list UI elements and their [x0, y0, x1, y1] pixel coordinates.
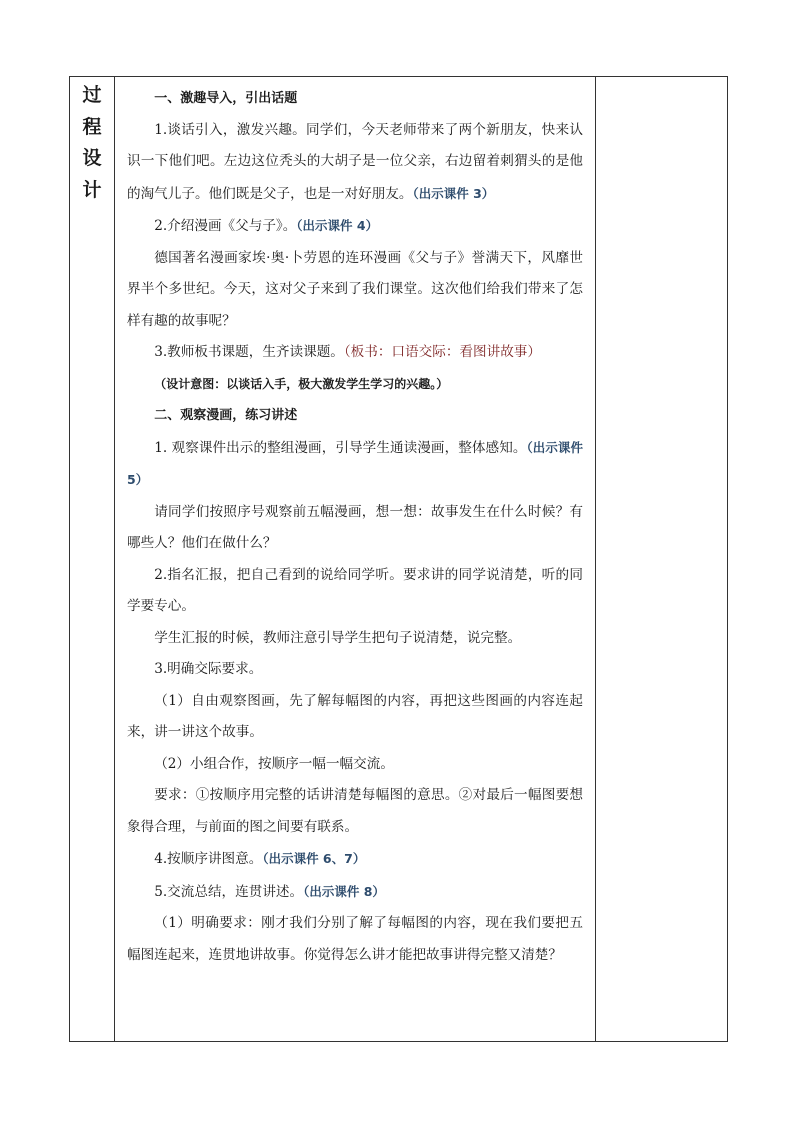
- paragraph: 1.谈话引入，激发兴趣。同学们，今天老师带来了两个新朋友，快来认识一下他们吧。左边这位秃头的大胡子是一位父亲，右边留着刺猬头的是他的淘气儿子。他们既是父子，也是一对好朋友。（出示课件 3）: [127, 121, 583, 202]
- lesson-plan-table: [69, 76, 728, 1042]
- paragraph: 3.教师板书课题，生齐读课题。（板书：口语交际：看图讲故事）: [154, 344, 541, 360]
- paragraph: （1）自由观察图画，先了解每幅图的内容，再把这些图画的内容连起来，讲一讲这个故事。: [127, 692, 583, 740]
- courseware-note: （出示课件 6、7）: [262, 851, 366, 866]
- label-char: 计: [82, 178, 102, 201]
- label-char: 设: [82, 147, 102, 169]
- section-heading-1: 一、激趣导入，引出话题: [154, 91, 298, 106]
- paragraph: 2.指名汇报，把自己看到的说给同学听。要求讲的同学说清楚，听的同学要专心。: [127, 566, 583, 614]
- design-intent: （设计意图：以谈话入手，极大激发学生学习的兴趣。）: [154, 376, 449, 391]
- paragraph: 1. 观察课件出示的整组漫画，引导学生通读漫画，整体感知。（出示课件 5）: [127, 439, 583, 487]
- blackboard-note: （板书：口语交际：看图讲故事）: [343, 344, 541, 360]
- paragraph: （2）小组合作，按顺序一幅一幅交流。: [154, 755, 394, 772]
- paragraph: 4.按顺序讲图意。（出示课件 6、7）: [154, 851, 366, 867]
- paragraph: 3.明确交际要求。: [154, 661, 263, 677]
- paragraph: 请同学们按照序号观察前五幅漫画，想一想：故事发生在什么时候？有哪些人？他们在做什么？: [127, 503, 583, 551]
- process-content-cell: [115, 77, 596, 1042]
- paragraph: 德国著名漫画家埃·奥·卜劳恩的连环漫画《父与子》誉满天下，风靡世界半个多世纪。今天，这对父子来到了我们课堂。这次他们给我们带来了怎样有趣的故事呢？: [127, 249, 583, 329]
- paragraph: 要求：①按顺序用完整的话讲清楚每幅图的意思。②对最后一幅图要想象得合理，与前面的图之间要有联系。: [127, 787, 583, 835]
- courseware-note: （出示课件 3）: [412, 185, 495, 201]
- paragraph: 5.交流总结，连贯讲述。（出示课件 8）: [154, 883, 385, 900]
- notes-cell: [596, 77, 728, 1042]
- label-char: 程: [82, 115, 102, 138]
- process-design-label: [70, 77, 115, 1042]
- courseware-note: （出示课件 8）: [303, 883, 385, 899]
- label-char: 过: [82, 84, 102, 106]
- courseware-note: （出示课件 4）: [296, 218, 379, 233]
- paragraph: （1）明确要求：刚才我们分别了解了每幅图的内容，现在我们要把五幅图连起来，连贯地讲故事。你觉得怎么讲才能把故事讲得完整又清楚？: [127, 915, 583, 963]
- paragraph: 学生汇报的时候，教师注意引导学生把句子说清楚，说完整。: [154, 629, 522, 646]
- process-design-row: [70, 77, 728, 1042]
- courseware-note: （出示课件 5）: [127, 439, 583, 487]
- paragraph: 2.介绍漫画《父与子》。（出示课件 4）: [154, 218, 379, 234]
- section-heading-2: 二、观察漫画，练习讲述: [154, 408, 298, 423]
